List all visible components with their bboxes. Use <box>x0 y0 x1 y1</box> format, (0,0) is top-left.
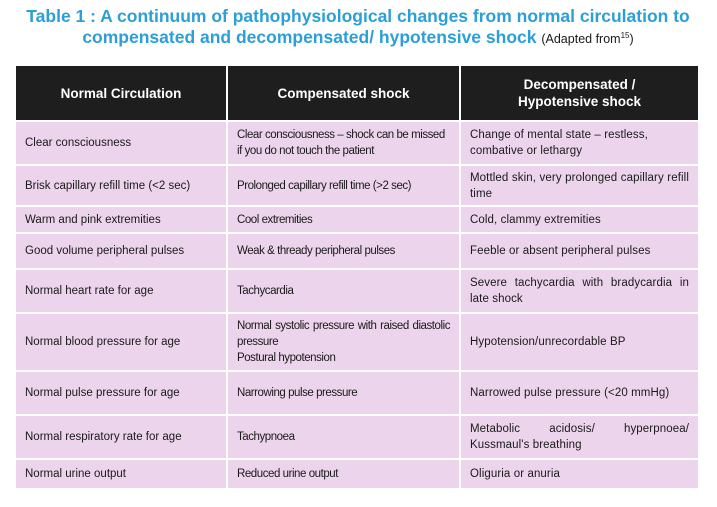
cell-normal: Clear consciousness <box>15 121 227 165</box>
cell-decompensated: Mottled skin, very prolonged capillary refill time <box>460 165 699 206</box>
cell-compensated: Reduced urine output <box>227 459 460 489</box>
caption-adapted-from: (Adapted from <box>541 32 621 46</box>
cell-compensated: Tachypnoea <box>227 415 460 459</box>
table-row <box>15 121 699 165</box>
cell-normal: Normal heart rate for age <box>15 269 227 313</box>
cell-normal: Normal respiratory rate for age <box>15 415 227 459</box>
cell-decompensated: Feeble or absent peripheral pulses <box>460 233 699 269</box>
cell-decompensated: Oliguria or anuria <box>460 459 699 489</box>
table-row <box>15 233 699 269</box>
cell-compensated: Normal systolic pressure with raised diastolic pressure Postural hypotension <box>227 313 460 371</box>
caption-source-note <box>541 32 633 46</box>
table-row <box>15 459 699 489</box>
table-header-row <box>15 65 699 121</box>
cell-normal: Warm and pink extremities <box>15 206 227 233</box>
header-decompensated-text: Decompensated / Hypotensive shock <box>517 77 642 109</box>
header-decompensated-shock <box>460 65 699 121</box>
table-row <box>15 415 699 459</box>
caption-line-2-text: compensated and decompensated/ hypotensive shock <box>82 27 537 47</box>
cell-compensated: Cool extremities <box>227 206 460 233</box>
cell-compensated: Prolonged capillary refill time (>2 sec) <box>227 165 460 206</box>
cell-decompensated: Narrowed pulse pressure (<20 mmHg) <box>460 371 699 415</box>
caption-reference-number: 15 <box>620 30 630 40</box>
cell-decompensated: Cold, clammy extremities <box>460 206 699 233</box>
cell-decompensated: Change of mental state – restless, combative or lethargy <box>460 121 699 165</box>
cell-normal: Normal urine output <box>15 459 227 489</box>
table-row <box>15 206 699 233</box>
cell-decompensated: Hypotension/unrecordable BP <box>460 313 699 371</box>
cell-normal: Brisk capillary refill time (<2 sec) <box>15 165 227 206</box>
cell-normal: Good volume peripheral pulses <box>15 233 227 269</box>
cell-normal: Normal pulse pressure for age <box>15 371 227 415</box>
cell-compensated: Tachycardia <box>227 269 460 313</box>
table-caption <box>8 6 708 50</box>
cell-compensated: Weak & thready peripheral pulses <box>227 233 460 269</box>
caption-line-2 <box>8 27 708 50</box>
table-row <box>15 313 699 371</box>
caption-line-1: Table 1 : A continuum of pathophysiological changes from normal circulation to <box>26 6 690 26</box>
table-row <box>15 269 699 313</box>
shock-continuum-table <box>14 64 700 490</box>
cell-decompensated: Metabolic acidosis/ hyperpnoea/ Kussmaul's breathing <box>460 415 699 459</box>
table-row <box>15 165 699 206</box>
cell-decompensated: Severe tachycardia with bradycardia in late shock <box>460 269 699 313</box>
header-compensated-shock: Compensated shock <box>227 65 460 121</box>
caption-adapted-close: ) <box>629 32 634 46</box>
table-row <box>15 371 699 415</box>
cell-normal: Normal blood pressure for age <box>15 313 227 371</box>
cell-compensated: Clear consciousness – shock can be missed if you do not touch the patient <box>227 121 460 165</box>
cell-compensated: Narrowing pulse pressure <box>227 371 460 415</box>
header-normal-circulation: Normal Circulation <box>15 65 227 121</box>
